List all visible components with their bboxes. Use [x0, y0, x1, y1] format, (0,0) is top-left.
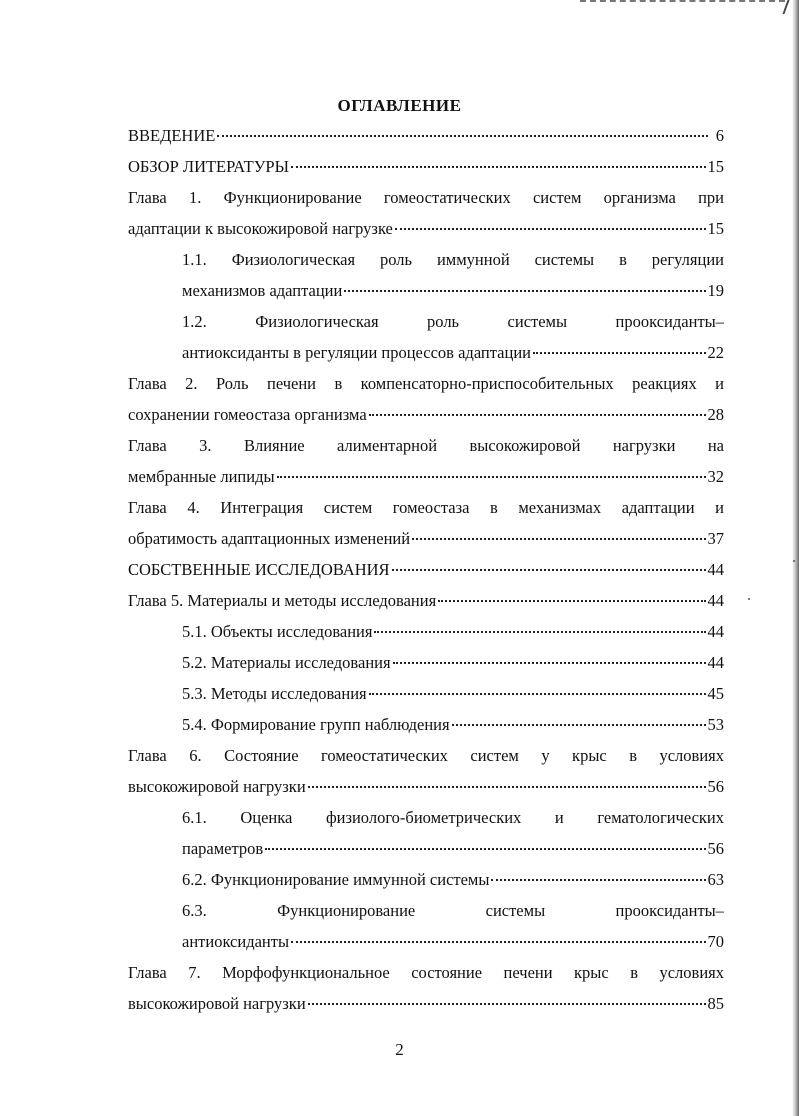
toc-page-number: 44	[707, 591, 724, 610]
dot-leader	[491, 879, 705, 881]
toc-entry-text: 5.4. Формирование групп наблюдения	[182, 715, 450, 734]
toc-entry-text: Глава 2. Роль печени в компенсаторно-приспособительных реакциях и	[128, 374, 724, 393]
toc-entry-text: ОБЗОР ЛИТЕРАТУРЫ	[128, 157, 289, 176]
dot-leader	[291, 166, 706, 168]
toc-title: ОГЛАВЛЕНИЕ	[337, 96, 462, 115]
toc-entry-line	[182, 343, 724, 363]
toc-entry-text: механизмов адаптации	[182, 281, 343, 300]
toc-entry-line	[182, 622, 724, 642]
toc-entry-text: Глава 3. Влияние алиментарной высокожировой нагрузки на	[128, 436, 724, 455]
toc-entry-line	[128, 436, 724, 456]
toc-entry-line	[128, 219, 724, 239]
scan-speck	[793, 560, 795, 562]
toc-entry-text: антиоксиданты	[182, 932, 290, 951]
toc-page-number: 32	[707, 467, 724, 486]
toc-entry-line	[182, 281, 724, 301]
toc-page-number: 56	[707, 777, 724, 796]
toc-entry-line	[128, 560, 724, 580]
toc-entry-line	[128, 374, 724, 394]
dot-leader	[308, 786, 706, 788]
dot-leader	[369, 414, 706, 416]
dot-leader	[533, 352, 706, 354]
toc-entry-text: ВВЕДЕНИЕ	[128, 126, 216, 145]
toc-entry-line	[182, 312, 724, 332]
toc-entry-line	[128, 126, 724, 146]
toc-entry-text: сохранении гомеостаза организма	[128, 405, 367, 424]
toc-entry-text: мембранные липиды	[128, 467, 275, 486]
dot-leader	[412, 538, 705, 540]
scan-edge-top	[580, 0, 785, 6]
toc-page-number: 70	[707, 932, 724, 951]
toc-page-number: 63	[707, 870, 724, 889]
toc-page-number: 56	[707, 839, 724, 858]
toc-page-number: 37	[707, 529, 724, 548]
toc-entry-text: 5.1. Объекты исследования	[182, 622, 373, 641]
dot-leader	[291, 941, 705, 943]
toc-entry-line	[128, 994, 724, 1014]
toc-entry-text: СОБСТВЕННЫЕ ИССЛЕДОВАНИЯ	[128, 560, 390, 579]
toc-page-number: 44	[707, 560, 724, 579]
toc-entry-line	[182, 715, 724, 735]
dot-leader	[308, 1003, 706, 1005]
toc-entry-text: 6.1. Оценка физиолого-биометрических и гематологических	[182, 808, 724, 827]
dot-leader	[438, 600, 705, 602]
toc-page-number: 19	[707, 281, 724, 300]
toc-page-number: 45	[707, 684, 724, 703]
toc-entry-text: 1.1. Физиологическая роль иммунной системы в регуляции	[182, 250, 724, 269]
toc-entry-line	[128, 591, 724, 611]
toc-entry-text: 1.2. Физиологическая роль системы прооксиданты–	[182, 312, 724, 331]
toc-entry-line	[128, 157, 724, 177]
toc-entry-text: высокожировой нагрузки	[128, 777, 306, 796]
page-number: 2	[395, 1040, 404, 1059]
toc-entry-text: параметров	[182, 839, 264, 858]
toc-entry-line	[182, 839, 724, 859]
toc-page-number: 15	[707, 157, 724, 176]
toc-entry-text: антиоксиданты в регуляции процессов адаптации	[182, 343, 531, 362]
toc-entry-line	[182, 870, 724, 890]
toc-page-number: 22	[707, 343, 724, 362]
toc-page-number: 15	[707, 219, 724, 238]
toc-entry-line	[182, 808, 724, 828]
toc-entry-line	[128, 405, 724, 425]
dot-leader	[344, 290, 705, 292]
dot-leader	[369, 693, 706, 695]
dot-leader	[452, 724, 706, 726]
toc-entry-text: адаптации к высокожировой нагрузке	[128, 219, 393, 238]
toc-entry-text: обратимость адаптационных изменений	[128, 529, 411, 548]
toc-entry-text: Глава 7. Морфофункциональное состояние печени крыс в условиях	[128, 963, 724, 982]
toc-entry-line	[128, 963, 724, 983]
toc-page-number: 85	[707, 994, 724, 1013]
toc-page-number: 6	[715, 126, 724, 145]
toc-entry-text: Глава 5. Материалы и методы исследования	[128, 591, 437, 610]
toc-entry-line	[182, 653, 724, 673]
toc-entry-text: Глава 1. Функционирование гомеостатических систем организма при	[128, 188, 724, 207]
toc-entry-line	[128, 467, 724, 487]
toc-entry-line	[128, 498, 724, 518]
dot-leader	[217, 135, 708, 137]
toc-entry-text: 5.2. Материалы исследования	[182, 653, 391, 672]
toc-entry-line	[182, 250, 724, 270]
toc-page-number: 44	[707, 653, 724, 672]
toc-entry-line	[128, 188, 724, 208]
dot-leader	[392, 569, 706, 571]
toc-entry-line	[128, 777, 724, 797]
dot-leader	[395, 228, 706, 230]
toc-entry-line	[182, 901, 724, 921]
toc-page-number: 44	[707, 622, 724, 641]
toc-entry-line	[182, 932, 724, 952]
toc-entry-line	[182, 684, 724, 704]
toc-entry-line	[128, 746, 724, 766]
scan-speck	[748, 598, 750, 600]
dot-leader	[374, 631, 705, 633]
dot-leader	[277, 476, 706, 478]
toc-page-number: 53	[707, 715, 724, 734]
toc-entry-text: Глава 6. Состояние гомеостатических систем у крыс в условиях	[128, 746, 724, 765]
toc-entry-text: 5.3. Методы исследования	[182, 684, 367, 703]
toc-page-number: 28	[707, 405, 724, 424]
dot-leader	[393, 662, 706, 664]
toc-entry-text: 6.3. Функционирование системы прооксиданты–	[182, 901, 724, 920]
toc-entry-text: Глава 4. Интеграция систем гомеостаза в механизмах адаптации и	[128, 498, 724, 517]
toc-entry-line	[128, 529, 724, 549]
toc-entry-text: 6.2. Функционирование иммунной системы	[182, 870, 490, 889]
toc-entry-text: высокожировой нагрузки	[128, 994, 306, 1013]
scan-edge-right	[792, 0, 799, 1116]
dot-leader	[265, 848, 705, 850]
